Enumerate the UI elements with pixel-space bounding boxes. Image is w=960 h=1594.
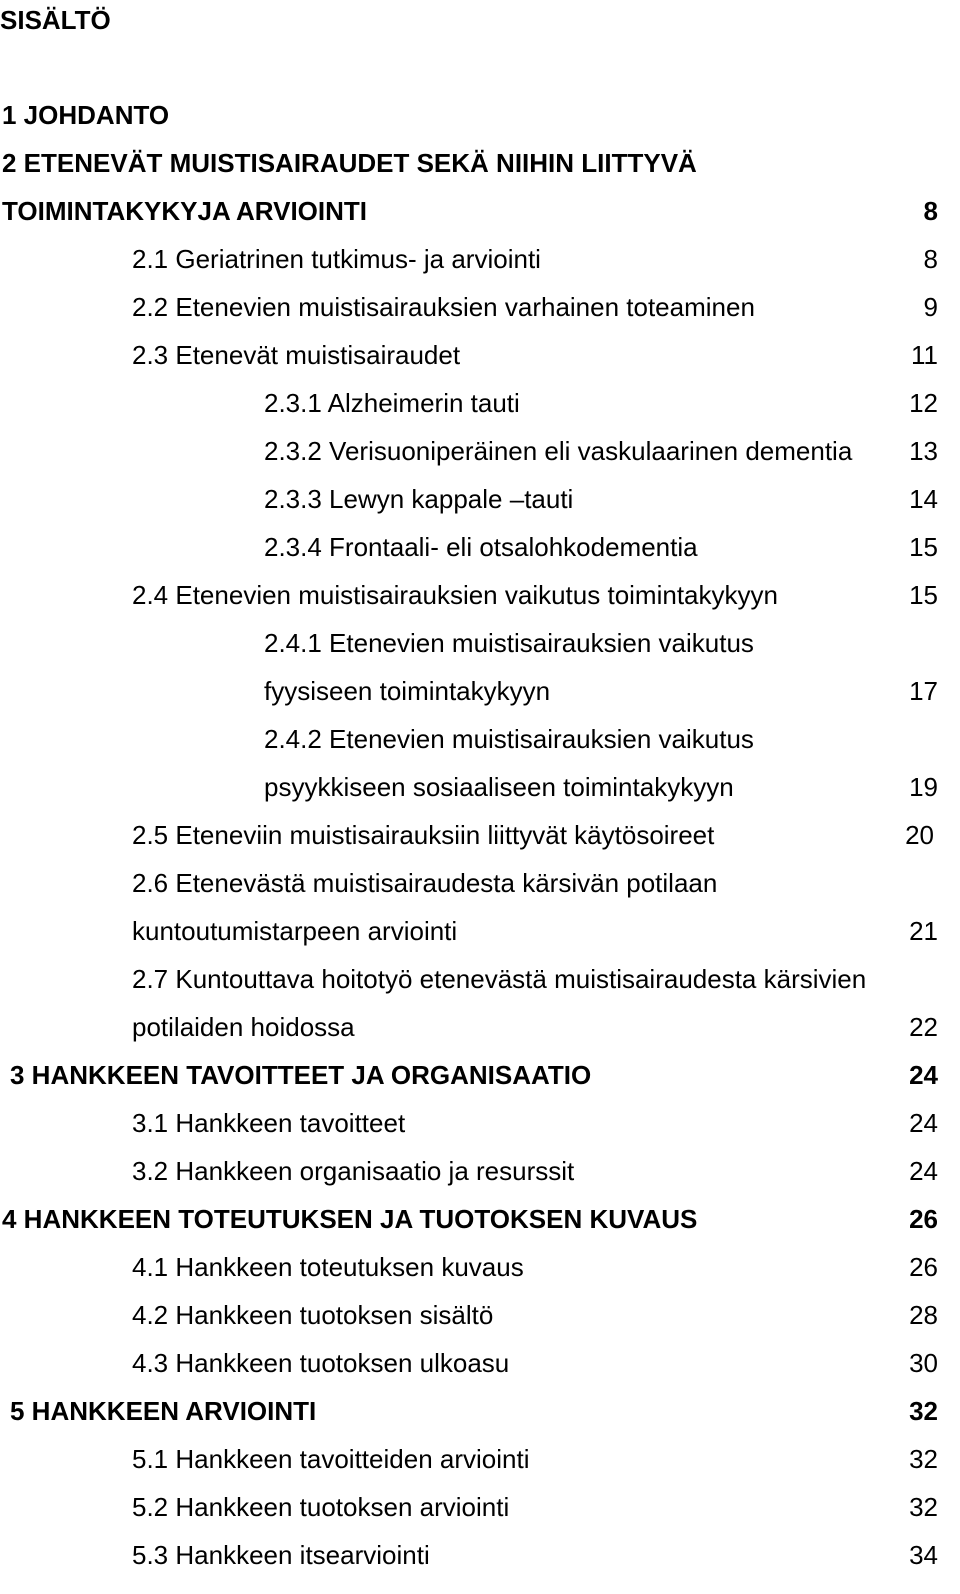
toc-entry-5-2: 5.2 Hankkeen tuotoksen arviointi — [132, 1492, 510, 1522]
toc-page-number: 12 — [909, 388, 938, 418]
toc-entry-2-3-1: 2.3.1 Alzheimerin tauti — [264, 388, 520, 418]
toc-page-number: 15 — [909, 580, 938, 610]
toc-entry-4-heading: 4 HANKKEEN TOTEUTUKSEN JA TUOTOKSEN KUVAUS — [2, 1204, 698, 1234]
toc-entry-4-2: 4.2 Hankkeen tuotoksen sisältö — [132, 1300, 494, 1330]
toc-page-number: 24 — [909, 1108, 938, 1138]
toc-page-number: 8 — [923, 244, 938, 274]
toc-entry-2-3-2: 2.3.2 Verisuoniperäinen eli vaskulaarinen dementia — [264, 436, 853, 466]
toc-page-number: 24 — [909, 1060, 938, 1090]
toc-entry-3-2: 3.2 Hankkeen organisaatio ja resurssit — [132, 1156, 575, 1186]
toc-page-number: 14 — [909, 484, 938, 514]
toc-title: SISÄLTÖ — [0, 5, 111, 35]
toc-entry-1-johdanto: 1 JOHDANTO — [2, 100, 170, 130]
toc-page-number: 15 — [909, 532, 938, 562]
toc-page-number: 30 — [909, 1348, 938, 1378]
toc-entry-2-4: 2.4 Etenevien muistisairauksien vaikutus toimintakykyyn — [132, 580, 778, 610]
toc-page-number: 11 — [911, 340, 938, 370]
toc-entry-2-3-4: 2.3.4 Frontaali- eli otsalohkodementia — [264, 532, 698, 562]
toc-page-number: 20 — [905, 820, 934, 850]
toc-page-number: 21 — [909, 916, 938, 946]
toc-page-number: 19 — [909, 772, 938, 802]
toc-entry-2-4-2-line2: psyykkiseen sosiaaliseen toimintakykyyn — [264, 772, 734, 802]
toc-entry-2-7-line1: 2.7 Kuntouttava hoitotyö etenevästä muistisairaudesta kärsivien — [132, 964, 867, 994]
toc-entry-4-1: 4.1 Hankkeen toteutuksen kuvaus — [132, 1252, 524, 1282]
toc-page-number: 17 — [909, 676, 938, 706]
toc-entry-5-1: 5.1 Hankkeen tavoitteiden arviointi — [132, 1444, 530, 1474]
toc-entry-2-2: 2.2 Etenevien muistisairauksien varhainen toteaminen — [132, 292, 755, 322]
toc-entry-5-3: 5.3 Hankkeen itsearviointi — [132, 1540, 430, 1570]
toc-page-number: 22 — [909, 1012, 938, 1042]
toc-entry-3-heading: 3 HANKKEEN TAVOITTEET JA ORGANISAATIO — [10, 1060, 592, 1090]
toc-entry-2-3-3: 2.3.3 Lewyn kappale –tauti — [264, 484, 574, 514]
toc-page-number: 28 — [909, 1300, 938, 1330]
toc-page-number: 13 — [909, 436, 938, 466]
toc-entry-2-4-1-line1: 2.4.1 Etenevien muistisairauksien vaikutus — [264, 628, 754, 658]
toc-entry-5-heading: 5 HANKKEEN ARVIOINTI — [10, 1396, 317, 1426]
toc-page-number: 8 — [923, 196, 938, 226]
toc-entry-2-3: 2.3 Etenevät muistisairaudet — [132, 340, 461, 370]
toc-page-number: 32 — [909, 1492, 938, 1522]
toc-page-number: 26 — [909, 1252, 938, 1282]
toc-entry-2-1: 2.1 Geriatrinen tutkimus- ja arviointi — [132, 244, 541, 274]
toc-entry-2-6-line1: 2.6 Etenevästä muistisairaudesta kärsivän potilaan — [132, 868, 718, 898]
toc-entry-2-7-line2: potilaiden hoidossa — [132, 1012, 355, 1042]
toc-entry-2-6-line2: kuntoutumistarpeen arviointi — [132, 916, 458, 946]
toc-page-number: 9 — [923, 292, 938, 322]
toc-entry-2-heading-line1: 2 ETENEVÄT MUISTISAIRAUDET SEKÄ NIIHIN LIITTYVÄ — [2, 148, 697, 178]
toc-entry-2-heading-line2: TOIMINTAKYKYJA ARVIOINTI — [2, 196, 367, 226]
toc-entry-4-3: 4.3 Hankkeen tuotoksen ulkoasu — [132, 1348, 510, 1378]
toc-entry-2-5: 2.5 Eteneviin muistisairauksiin liittyvät käytösoireet — [132, 820, 715, 850]
toc-page-number: 24 — [909, 1156, 938, 1186]
toc-entry-3-1: 3.1 Hankkeen tavoitteet — [132, 1108, 406, 1138]
toc-entry-2-4-1-line2: fyysiseen toimintakykyyn — [264, 676, 551, 706]
toc-page-number: 32 — [909, 1444, 938, 1474]
toc-page-number: 34 — [909, 1540, 938, 1570]
toc-entry-2-4-2-line1: 2.4.2 Etenevien muistisairauksien vaikutus — [264, 724, 754, 754]
toc-page-number: 32 — [909, 1396, 938, 1426]
toc-page-number: 26 — [909, 1204, 938, 1234]
